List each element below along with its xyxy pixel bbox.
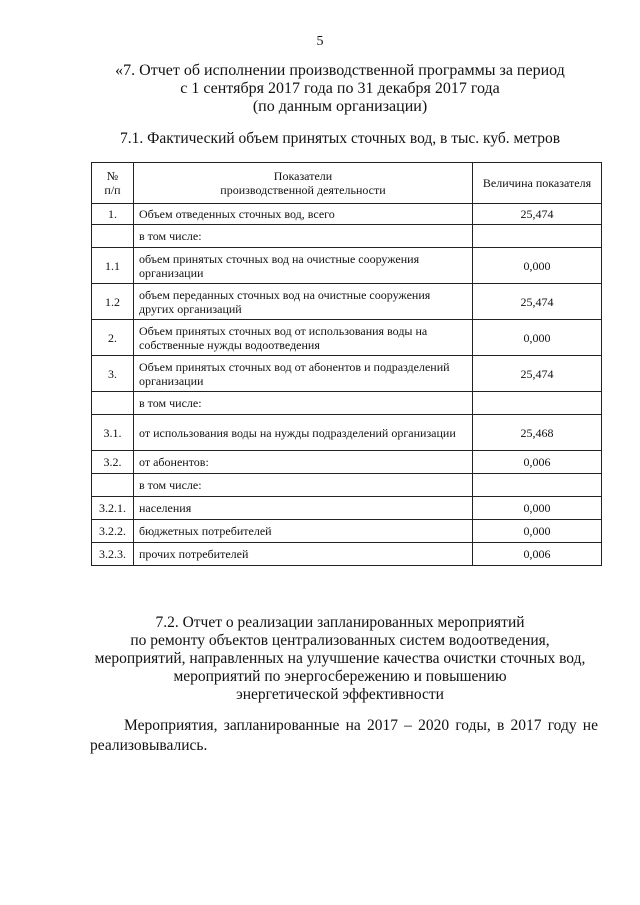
row-value: 0,000 [473,248,602,284]
row-value [473,392,602,415]
header-number [92,163,134,204]
row-number: 1.2 [92,284,134,320]
row-label: объем переданных сточных вод на очистные сооружения других организаций [134,284,473,320]
row-value: 25,474 [473,356,602,392]
table-row [92,284,602,320]
table-header-row [92,163,602,204]
section-7-2-line: мероприятий, направленных на улучшение качества очистки сточных вод, [94,650,586,667]
row-label: прочих потребителей [134,543,473,566]
header-number-line: п/п [104,183,121,197]
title-line: «7. Отчет об исполнении производственной программы за период [115,62,565,79]
page-number: 5 [316,34,324,49]
row-number [92,474,134,497]
table-row [92,415,602,451]
row-label: бюджетных потребителей [134,520,473,543]
table-row [92,356,602,392]
table-row [92,451,602,474]
section-7-2-line: мероприятий по энергосбережению и повышению [173,668,507,685]
section-7-2-line: энергетической эффективности [236,686,444,703]
title-line: с 1 сентября 2017 года по 31 декабря 2017 года [180,80,500,97]
row-value: 0,000 [473,320,602,356]
row-label: в том числе: [134,474,473,497]
row-label: от абонентов: [134,451,473,474]
header-number-line: № [106,169,119,183]
header-indicator [134,163,473,204]
row-value: 25,468 [473,415,602,451]
row-value: 25,474 [473,284,602,320]
row-number [92,225,134,248]
row-value: 0,000 [473,497,602,520]
section-7-2-title [60,614,620,704]
body-paragraph: Мероприятия, запланированные на 2017 – 2020 годы, в 2017 году не реализовывались. [90,717,598,754]
wastewater-volume-table [91,162,602,566]
header-value: Величина показателя [473,163,602,204]
table-row [92,248,602,284]
row-label: населения [134,497,473,520]
row-value: 0,000 [473,520,602,543]
row-number: 3.2.1. [92,497,134,520]
row-label: Объем принятых сточных вод от абонентов и подразделений организации [134,356,473,392]
section-7-1-title: 7.1. Фактический объем принятых сточных вод, в тыс. куб. метров [119,130,561,147]
table-row [92,392,602,415]
row-number: 3.2.3. [92,543,134,566]
section-7-2-line: по ремонту объектов централизованных систем водоотведения, [130,632,550,649]
table-row [92,204,602,225]
row-label: объем принятых сточных вод на очистные сооружения организации [134,248,473,284]
row-number: 3.2.2. [92,520,134,543]
table-row [92,320,602,356]
row-label: Объем принятых сточных вод от использования воды на собственные нужды водоотведения [134,320,473,356]
section-7-2-line: 7.2. Отчет о реализации запланированных мероприятий [155,614,525,631]
row-label: в том числе: [134,225,473,248]
row-number: 1.1 [92,248,134,284]
row-number: 3.1. [92,415,134,451]
row-number: 3.2. [92,451,134,474]
header-indicator-line: производственной деятельности [220,183,386,197]
row-value: 0,006 [473,451,602,474]
table-row [92,520,602,543]
title-line: (по данным организации) [252,98,428,115]
header-indicator-line: Показатели [273,169,333,183]
table-row [92,497,602,520]
row-value [473,474,602,497]
table-row [92,543,602,566]
row-label: в том числе: [134,392,473,415]
row-number: 1. [92,204,134,225]
report-title [60,62,620,116]
row-number: 3. [92,356,134,392]
row-value: 0,006 [473,543,602,566]
row-number [92,392,134,415]
row-label: Объем отведенных сточных вод, всего [134,204,473,225]
row-value: 25,474 [473,204,602,225]
table-row [92,474,602,497]
row-label: от использования воды на нужды подразделений организации [134,415,473,451]
row-number: 2. [92,320,134,356]
table-row [92,225,602,248]
row-value [473,225,602,248]
